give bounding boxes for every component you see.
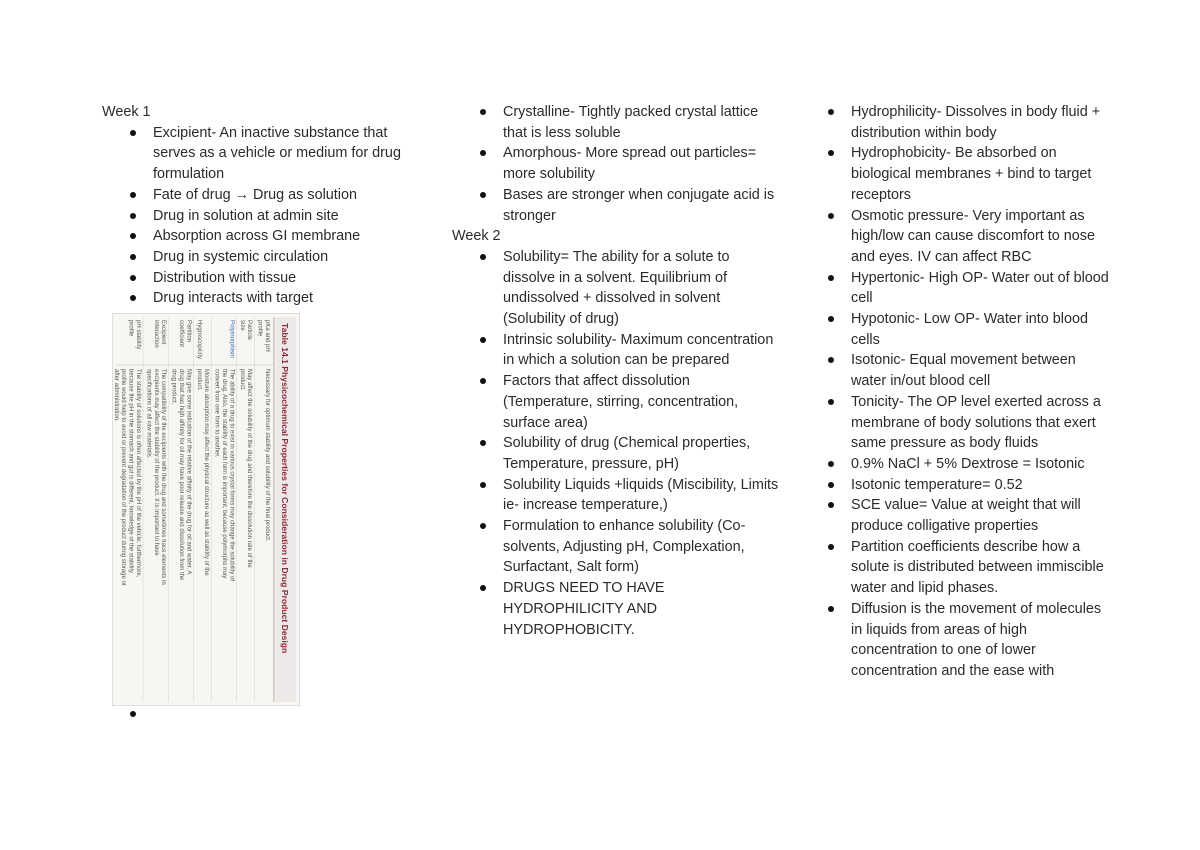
table-row-property: Excipientinteraction <box>152 320 167 348</box>
list-item: Bases are stronger when conjugate acid is stronger <box>452 185 782 226</box>
table-title: Table 14.1 Physicochemical Properties for Consideration in Drug Product Design <box>280 323 290 654</box>
list-item-table-image <box>102 309 422 719</box>
list-item: Hydrophilicity- Dissolves in body fluid + distribution within body <box>800 102 1110 143</box>
notes-column-3 <box>800 102 1110 682</box>
list-item: Intrinsic solubility- Maximum concentration in which a solution can be prepared <box>452 330 782 371</box>
table-row-note: May affect the solubility of the drug and therefore the dissolution rate of theproduct. <box>238 369 253 568</box>
list-item: Hypotonic- Low OP- Water into blood cells <box>800 309 1110 350</box>
table-row-property: Hygroscopicity <box>195 320 202 360</box>
table-row-property: Partitioncoefficient <box>178 320 192 347</box>
list-item: Solubility Liquids +liquids (Miscibility, Limits ie- increase temperature,) <box>452 475 782 516</box>
list-item: Excipient- An inactive substance that serves as a vehicle or medium for drug formulation <box>102 123 422 185</box>
list-item: 0.9% NaCl + 5% Dextrose = Isotonic <box>800 454 1110 475</box>
list-item: Crystalline- Tightly packed crystal lattice that is less soluble <box>452 102 782 143</box>
list-item: Hydrophobicity- Be absorbed on biological membranes + bind to target receptors <box>800 143 1110 205</box>
list-item: Factors that affect dissolution (Temperature, stirring, concentration, surface area) <box>452 371 782 433</box>
table-row-property: pH stabilityprofile <box>127 320 141 350</box>
table-row-note: The stability of solutions is often affected by the pH of the vehicle; furthermore,because the pH in the stomach and gut is different, knowledge of the stabilityprofile would help to avoid or prevent degradation of the product during storage orafter administration. <box>112 369 141 586</box>
week-2-heading: Week 2 <box>452 228 501 245</box>
list-item: Drug in systemic circulation <box>102 247 422 268</box>
list-item: Formulation to enhance solubility (Co-solvents, Adjusting pH, Complexation, Surfactant, Salt form) <box>452 516 782 578</box>
table-row-note: May give some indication of the relative affinity of the drug for oil and water. Adrug that has high affinity for oil may have poor release and dissolution from thedrug product. <box>170 369 192 581</box>
list-item: Amorphous- More spread out particles= more solubility <box>452 143 782 184</box>
list-item: Fate of drug → Drug as solution <box>102 185 422 206</box>
week-1-list <box>102 123 422 719</box>
notes-column-1 <box>102 102 422 719</box>
column-2-top-list <box>452 102 782 226</box>
list-item: Drug interacts with target <box>102 288 422 309</box>
list-item: Diffusion is the movement of molecules in liquids from areas of high concentration to one of lower concentration and the ease with <box>800 599 1110 682</box>
rotated-table-svg <box>112 313 300 706</box>
table-row-note: Moisture absorption may affect the physical structure as well as stability of theproduct. <box>195 369 210 576</box>
table-row-property: Particlesize <box>238 320 253 341</box>
list-item: Tonicity- The OP level exerted across a membrane of body solutions that exert same pressure as body fluids <box>800 392 1110 454</box>
notes-column-2 <box>452 102 782 640</box>
list-item: Hypertonic- High OP- Water out of blood cell <box>800 268 1110 309</box>
table-row-note: The compatibility of the excipients with the drug and sometimes trace elements inexcipients may affect the stability of the product. It is important to havespecifications of all raw materials. <box>145 369 167 585</box>
list-item: Isotonic temperature= 0.52 <box>800 475 1110 496</box>
week-2-list <box>452 247 782 640</box>
list-item: SCE value= Value at weight that will produce colligative properties <box>800 495 1110 536</box>
list-item: Absorption across GI membrane <box>102 226 422 247</box>
list-item: Solubility of drug (Chemical properties, Temperature, pressure, pH) <box>452 433 782 474</box>
list-item: Partition coefficients describe how a solute is distributed between immiscible water and lipid phases. <box>800 537 1110 599</box>
list-item: Isotonic- Equal movement between water in/out blood cell <box>800 350 1110 391</box>
table-row-note: Necessary for optimum stability and solubility of the final product. <box>264 369 270 542</box>
list-item: Distribution with tissue <box>102 268 422 289</box>
list-item: DRUGS NEED TO HAVE HYDROPHILICITY AND HYDROPHOBICITY. <box>452 578 782 640</box>
table-row-property: pKa and pHprofile <box>256 320 270 352</box>
table-row-property: Polymorphism <box>228 320 235 359</box>
week-1-heading: Week 1 <box>102 104 151 120</box>
physicochemical-properties-table-image <box>112 313 300 706</box>
list-item: Drug in solution at admin site <box>102 206 422 227</box>
column-3-list <box>800 102 1110 682</box>
list-item: Osmotic pressure- Very important as high/low can cause discomfort to nose and eyes. IV can affect RBC <box>800 206 1110 268</box>
table-row-note: The ability of a drug to exist in various crystal forms may change the solubility ofthe drug. Also, the stability of each form is important, because polymorphs mayconvert from one form to another. <box>213 369 235 582</box>
list-item: Solubility= The ability for a solute to dissolve in a solvent. Equilibrium of undissolved + dissolved in solvent (Solubility of drug) <box>452 247 782 330</box>
